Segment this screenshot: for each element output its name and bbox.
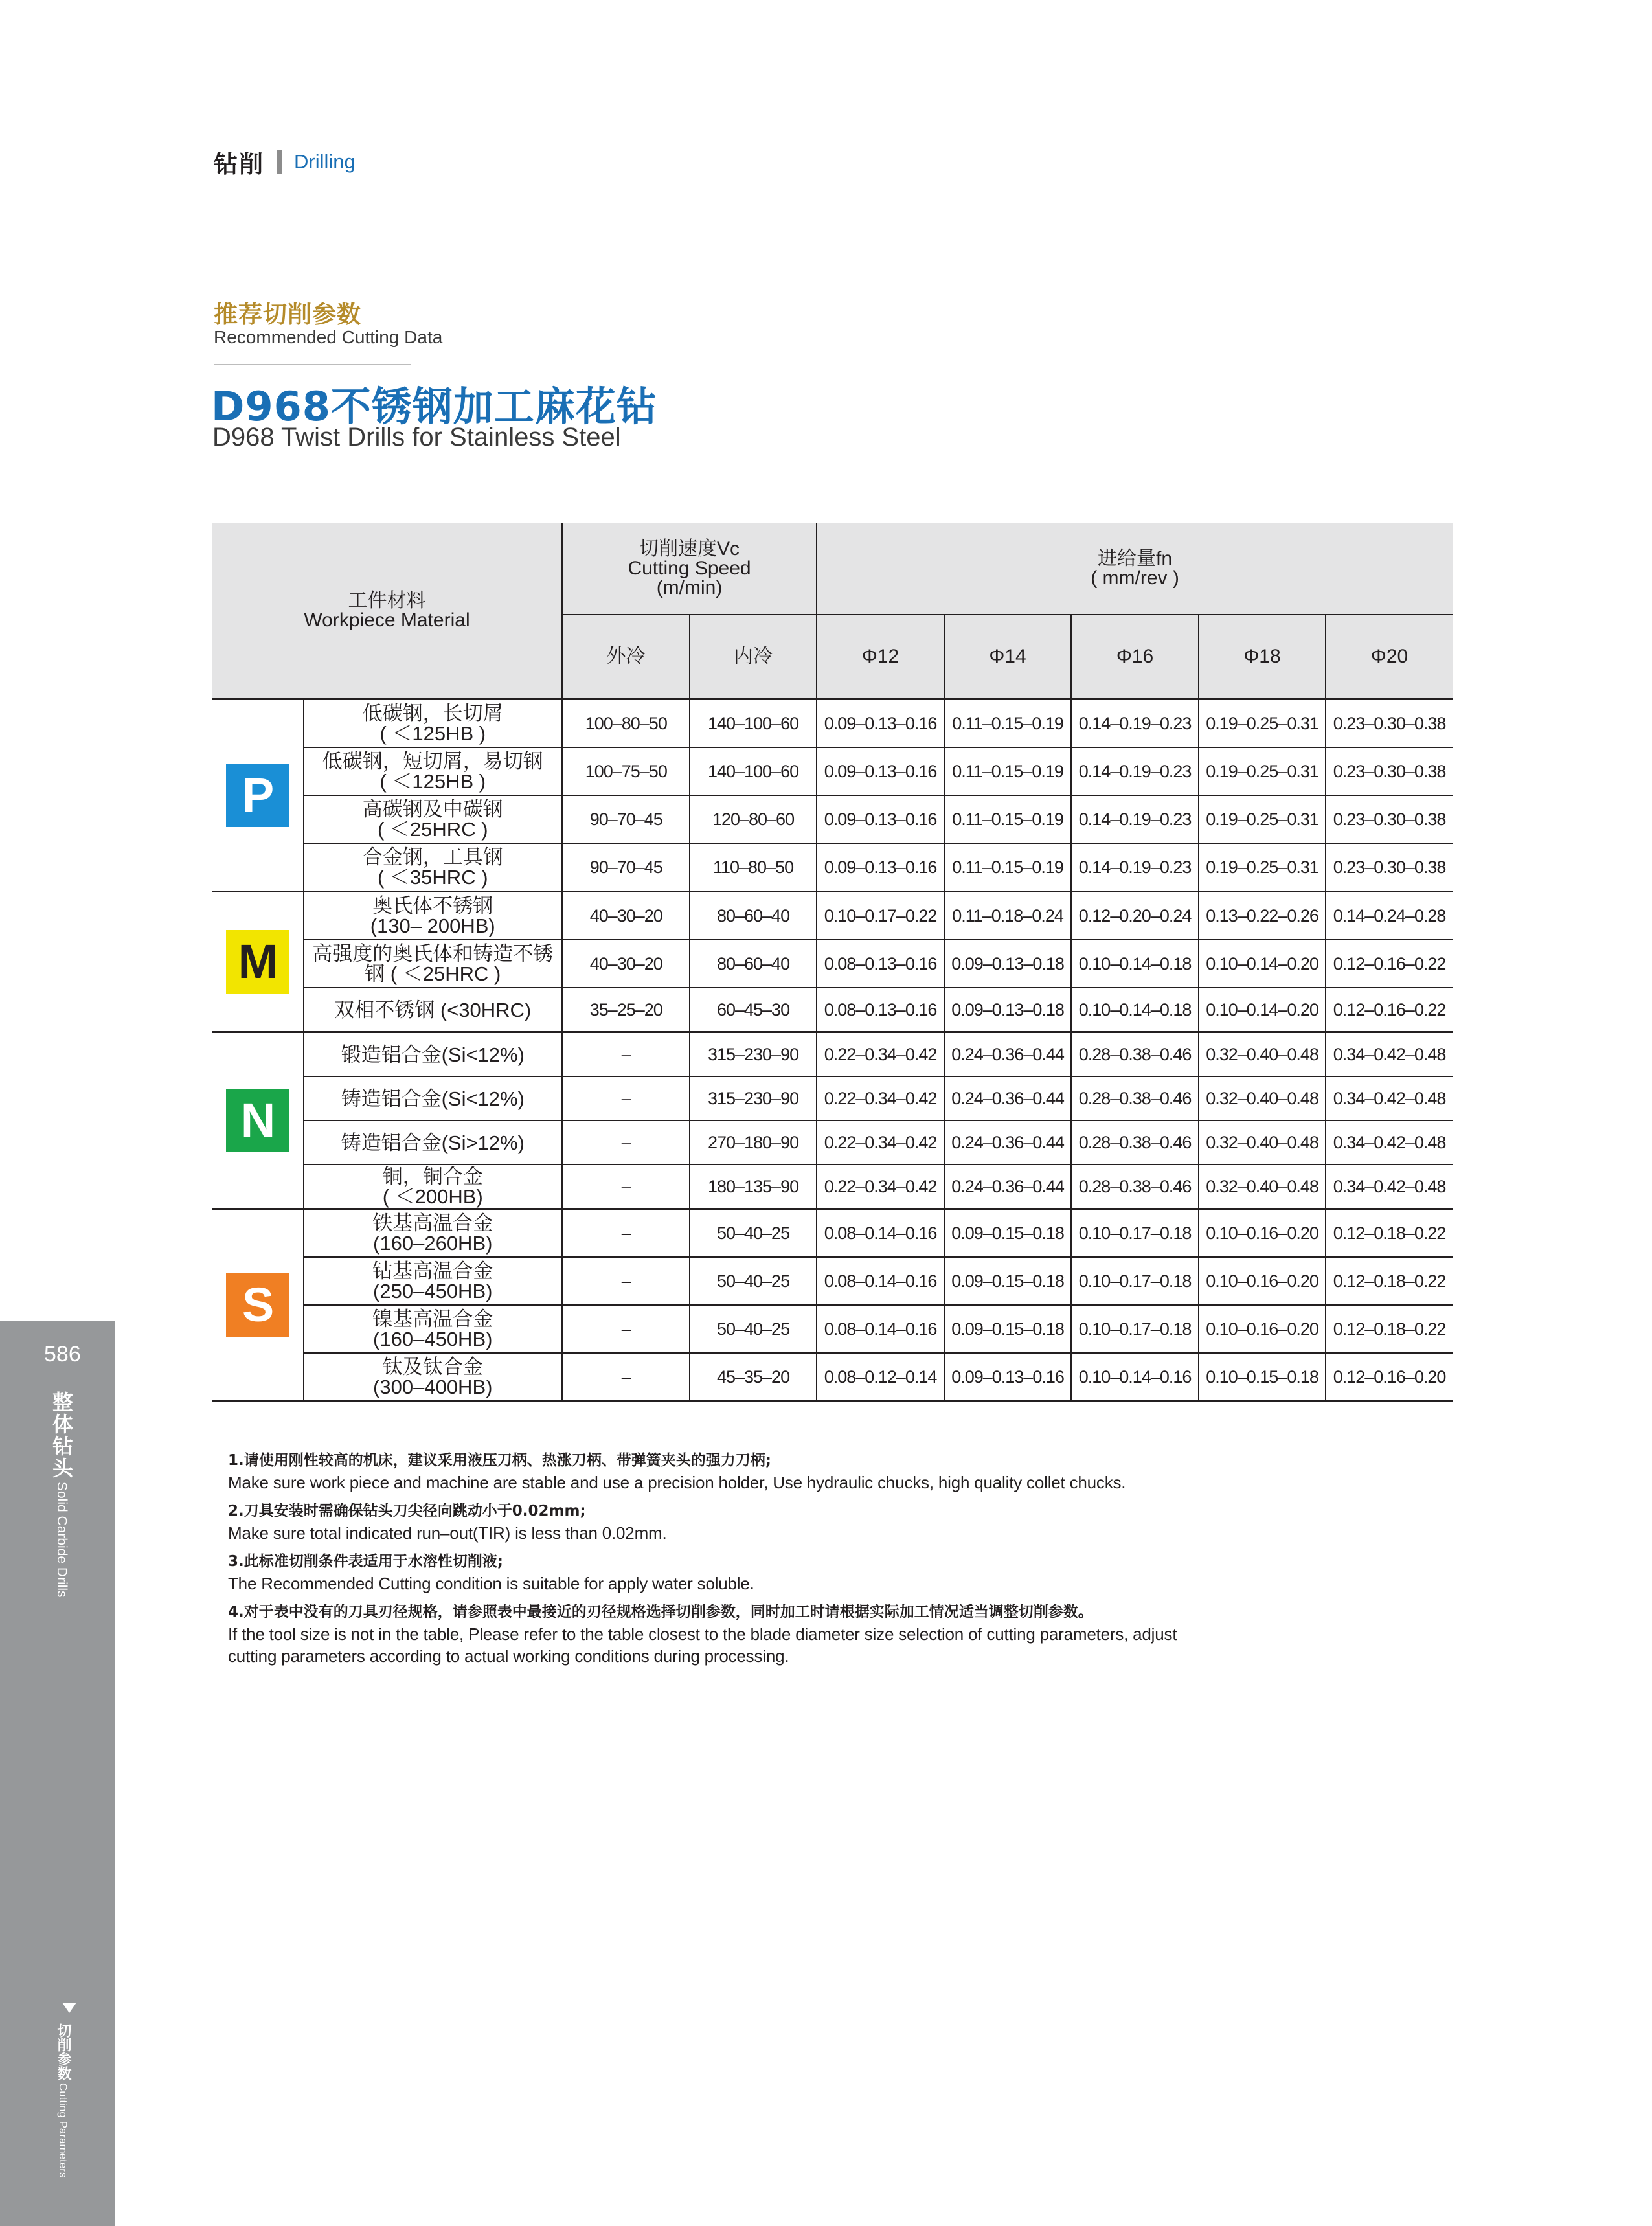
table-row: [212, 795, 1453, 843]
section-header: [214, 146, 356, 178]
cutting-data-table: [212, 523, 1453, 1402]
material-name: [304, 892, 562, 940]
feed-value: 0.08–0.13–0.16: [817, 940, 944, 988]
material-name-line2: (130– 200HB): [370, 914, 495, 937]
material-name-line1: 铜，铜合金: [382, 1165, 483, 1188]
speed-external: 100–75–50: [562, 747, 690, 795]
feed-value: 0.10–0.16–0.20: [1199, 1209, 1326, 1258]
header-material: [212, 523, 562, 699]
feed-value: 0.19–0.25–0.31: [1199, 699, 1326, 748]
speed-external: 90–70–45: [562, 795, 690, 843]
page-number: 586: [44, 1342, 81, 1367]
feed-value: 0.09–0.13–0.18: [944, 940, 1071, 988]
note-3-cn: 3.此标准切削条件表适用于水溶性切削液;: [228, 1553, 503, 1570]
feed-value: 0.11–0.15–0.19: [944, 699, 1071, 748]
feed-value: 0.08–0.13–0.16: [817, 988, 944, 1032]
note-4-en: If the tool size is not in the table, Please refer to the table closest to the blade diameter size selection of cutting parameters, adjust: [228, 1624, 1177, 1644]
speed-internal: 140–100–60: [690, 699, 817, 748]
material-name-line2: ( ＜125HB ): [379, 722, 486, 745]
header-material-cn: 工件材料: [348, 590, 426, 611]
material-name: [304, 1032, 562, 1077]
speed-internal: 315–230–90: [690, 1032, 817, 1077]
triangle-down-icon: [62, 2003, 76, 2013]
table-row: [212, 1353, 1453, 1401]
feed-value: 0.34–0.42–0.48: [1326, 1164, 1453, 1209]
feed-value: 0.12–0.16–0.20: [1326, 1353, 1453, 1401]
speed-external: 90–70–45: [562, 843, 690, 892]
header-speed: [562, 523, 817, 615]
table-row: [212, 1209, 1453, 1258]
material-name: [304, 1257, 562, 1305]
feed-value: 0.10–0.17–0.18: [1071, 1257, 1199, 1305]
table-row: [212, 988, 1453, 1032]
material-group-badge: M: [226, 930, 289, 994]
feed-value: 0.09–0.13–0.16: [817, 699, 944, 748]
speed-external: 100–80–50: [562, 699, 690, 748]
material-name-line1: 镍基高温合金: [372, 1308, 493, 1330]
speed-internal: 120–80–60: [690, 795, 817, 843]
page-title-en: D968 Twist Drills for Stainless Steel: [212, 423, 621, 451]
material-name-line2: 钢 ( ＜25HRC ): [365, 962, 501, 985]
feed-value: 0.10–0.17–0.18: [1071, 1209, 1199, 1258]
feed-value: 0.28–0.38–0.46: [1071, 1120, 1199, 1164]
speed-external: –: [562, 1209, 690, 1258]
material-name-line1: 铁基高温合金: [372, 1212, 493, 1234]
header-diameter-16: Φ16: [1071, 615, 1199, 699]
note-1-en: Make sure work piece and machine are stable and use a precision holder, Use hydraulic chucks, high quality collet chucks.: [228, 1473, 1126, 1492]
feed-value: 0.22–0.34–0.42: [817, 1032, 944, 1077]
header-diameter-20: Φ20: [1326, 615, 1453, 699]
material-name: [304, 988, 562, 1032]
feed-value: 0.28–0.38–0.46: [1071, 1164, 1199, 1209]
material-name: [304, 1353, 562, 1401]
feed-value: 0.10–0.16–0.20: [1199, 1305, 1326, 1353]
feed-value: 0.08–0.14–0.16: [817, 1209, 944, 1258]
header-speed-cn: 切削速度Vc: [639, 538, 740, 560]
material-name-line2: ( ＜25HRC ): [378, 818, 488, 841]
feed-value: 0.09–0.13–0.16: [817, 843, 944, 892]
material-name: [304, 795, 562, 843]
feed-value: 0.10–0.14–0.18: [1071, 940, 1199, 988]
feed-value: 0.24–0.36–0.44: [944, 1032, 1071, 1077]
speed-internal: 270–180–90: [690, 1120, 817, 1164]
subheader-rule: [214, 364, 411, 365]
sidebar-subcategory-cn: 切削参数: [55, 2023, 71, 2080]
feed-value: 0.12–0.18–0.22: [1326, 1209, 1453, 1258]
feed-value: 0.11–0.15–0.19: [944, 795, 1071, 843]
header-diameter-14: Φ14: [944, 615, 1071, 699]
speed-internal: 180–135–90: [690, 1164, 817, 1209]
material-name-line1: 低碳钢，短切屑，易切钢: [322, 750, 543, 773]
header-diameter-18: Φ18: [1199, 615, 1326, 699]
material-name-line1: 铸造铝合金(Si>12%): [341, 1131, 525, 1154]
speed-internal: 140–100–60: [690, 747, 817, 795]
material-name-line2: (160–260HB): [373, 1232, 493, 1255]
material-name: [304, 1209, 562, 1258]
material-name-line1: 锻造铝合金(Si<12%): [341, 1043, 525, 1066]
speed-external: –: [562, 1164, 690, 1209]
feed-value: 0.23–0.30–0.38: [1326, 747, 1453, 795]
section-title-cn: 钻削: [214, 150, 264, 178]
material-name-line2: ( ＜125HB ): [379, 770, 486, 793]
feed-value: 0.34–0.42–0.48: [1326, 1076, 1453, 1120]
feed-value: 0.10–0.14–0.18: [1071, 988, 1199, 1032]
feed-value: 0.28–0.38–0.46: [1071, 1032, 1199, 1077]
note-1: [228, 1449, 1329, 1493]
material-name-line1: 高碳钢及中碳钢: [362, 798, 503, 821]
material-name-line1: 合金钢，工具钢: [362, 846, 503, 869]
feed-value: 0.08–0.14–0.16: [817, 1305, 944, 1353]
notes: [228, 1449, 1329, 1674]
feed-value: 0.19–0.25–0.31: [1199, 843, 1326, 892]
speed-internal: 45–35–20: [690, 1353, 817, 1401]
feed-value: 0.24–0.36–0.44: [944, 1120, 1071, 1164]
material-group-badge: N: [226, 1089, 289, 1152]
header-feed-cn: 进给量fn: [1098, 548, 1173, 569]
speed-internal: 50–40–25: [690, 1305, 817, 1353]
feed-value: 0.14–0.19–0.23: [1071, 747, 1199, 795]
material-name-line1: 奥氏体不锈钢: [372, 894, 493, 917]
feed-value: 0.14–0.19–0.23: [1071, 843, 1199, 892]
feed-value: 0.11–0.18–0.24: [944, 892, 1071, 940]
table-row: [212, 940, 1453, 988]
speed-internal: 80–60–40: [690, 940, 817, 988]
feed-value: 0.13–0.22–0.26: [1199, 892, 1326, 940]
material-name: [304, 1076, 562, 1120]
table-body: [212, 699, 1453, 1402]
feed-value: 0.23–0.30–0.38: [1326, 699, 1453, 748]
feed-value: 0.09–0.15–0.18: [944, 1305, 1071, 1353]
table-row: [212, 1257, 1453, 1305]
header-speed-unit: (m/min): [656, 577, 723, 598]
table-row: [212, 1032, 1453, 1077]
subheader-en: Recommended Cutting Data: [214, 327, 443, 347]
feed-value: 0.10–0.14–0.16: [1071, 1353, 1199, 1401]
feed-value: 0.12–0.16–0.22: [1326, 988, 1453, 1032]
speed-external: –: [562, 1305, 690, 1353]
table-row: [212, 1305, 1453, 1353]
feed-value: 0.09–0.13–0.16: [817, 747, 944, 795]
section-title-en: Drilling: [294, 150, 356, 173]
feed-value: 0.09–0.15–0.18: [944, 1257, 1071, 1305]
feed-value: 0.22–0.34–0.42: [817, 1076, 944, 1120]
table-row: [212, 1164, 1453, 1209]
feed-value: 0.08–0.12–0.14: [817, 1353, 944, 1401]
speed-external: –: [562, 1076, 690, 1120]
note-4-en-2: cutting parameters according to actual working conditions during processing.: [228, 1646, 789, 1666]
material-name-line2: ( ＜35HRC ): [378, 866, 488, 889]
sidebar-subcategory: [53, 2023, 73, 2178]
material-name-line1: 双相不锈钢 (<30HRC): [334, 998, 532, 1021]
speed-external: –: [562, 1353, 690, 1401]
feed-value: 0.14–0.24–0.28: [1326, 892, 1453, 940]
material-name: [304, 843, 562, 892]
speed-internal: 50–40–25: [690, 1209, 817, 1258]
note-3: [228, 1550, 1329, 1595]
feed-value: 0.09–0.13–0.16: [944, 1353, 1071, 1401]
material-group-badge: P: [226, 764, 289, 827]
material-group-s: [212, 1209, 304, 1402]
feed-value: 0.32–0.40–0.48: [1199, 1120, 1326, 1164]
feed-value: 0.34–0.42–0.48: [1326, 1120, 1453, 1164]
material-group-p: [212, 699, 304, 892]
header-external-coolant: 外冷: [562, 615, 690, 699]
feed-value: 0.09–0.13–0.18: [944, 988, 1071, 1032]
feed-value: 0.09–0.13–0.16: [817, 795, 944, 843]
speed-external: –: [562, 1032, 690, 1077]
feed-value: 0.11–0.15–0.19: [944, 747, 1071, 795]
note-4-cn: 4.对于表中没有的刀具刃径规格，请参照表中最接近的刃径规格选择切削参数，同时加工时请根据实际加工情况适当调整切削参数。: [228, 1604, 1093, 1620]
feed-value: 0.24–0.36–0.44: [944, 1164, 1071, 1209]
speed-internal: 80–60–40: [690, 892, 817, 940]
speed-external: 35–25–20: [562, 988, 690, 1032]
sidebar-subcategory-en: Cutting Parameters: [57, 2083, 69, 2178]
material-name: [304, 747, 562, 795]
material-name-line2: ( ＜200HB): [382, 1185, 483, 1208]
sidebar-category-en: Solid Carbide Drills: [54, 1482, 69, 1598]
material-name: [304, 940, 562, 988]
feed-value: 0.28–0.38–0.46: [1071, 1076, 1199, 1120]
feed-value: 0.23–0.30–0.38: [1326, 795, 1453, 843]
table-row: [212, 747, 1453, 795]
material-name-line1: 铸造铝合金(Si<12%): [341, 1087, 525, 1110]
sidebar-category: [47, 1391, 76, 1598]
material-name-line2: (250–450HB): [373, 1280, 493, 1302]
feed-value: 0.10–0.15–0.18: [1199, 1353, 1326, 1401]
feed-value: 0.09–0.15–0.18: [944, 1209, 1071, 1258]
feed-value: 0.14–0.19–0.23: [1071, 699, 1199, 748]
header-internal-coolant: 内冷: [690, 615, 817, 699]
subheader-cn: 推荐切削参数: [214, 301, 361, 328]
header-diameter-12: Φ12: [817, 615, 944, 699]
feed-value: 0.10–0.17–0.22: [817, 892, 944, 940]
feed-value: 0.12–0.16–0.22: [1326, 940, 1453, 988]
material-name: [304, 1120, 562, 1164]
table-row: [212, 1120, 1453, 1164]
feed-value: 0.12–0.20–0.24: [1071, 892, 1199, 940]
material-name: [304, 1164, 562, 1209]
speed-internal: 60–45–30: [690, 988, 817, 1032]
feed-value: 0.22–0.34–0.42: [817, 1164, 944, 1209]
feed-value: 0.32–0.40–0.48: [1199, 1076, 1326, 1120]
feed-value: 0.10–0.16–0.20: [1199, 1257, 1326, 1305]
feed-value: 0.19–0.25–0.31: [1199, 795, 1326, 843]
feed-value: 0.10–0.17–0.18: [1071, 1305, 1199, 1353]
material-group-m: [212, 892, 304, 1032]
speed-external: –: [562, 1120, 690, 1164]
material-name: [304, 1305, 562, 1353]
feed-value: 0.23–0.30–0.38: [1326, 843, 1453, 892]
table-row: [212, 1076, 1453, 1120]
feed-value: 0.10–0.14–0.20: [1199, 940, 1326, 988]
note-2-cn: 2.刀具安装时需确保钻头刀尖径向跳动小于0.02mm;: [228, 1503, 586, 1519]
material-name-line1: 钛及钛合金: [382, 1356, 483, 1378]
table-row: [212, 892, 1453, 940]
note-2-en: Make sure total indicated run–out(TIR) is less than 0.02mm.: [228, 1523, 667, 1543]
feed-value: 0.24–0.36–0.44: [944, 1076, 1071, 1120]
note-2: [228, 1500, 1329, 1544]
header-speed-en: Cutting Speed: [628, 558, 751, 579]
material-name-line1: 高强度的奥氏体和铸造不锈: [312, 942, 554, 965]
section-divider: [277, 150, 282, 174]
speed-external: –: [562, 1257, 690, 1305]
feed-value: 0.22–0.34–0.42: [817, 1120, 944, 1164]
feed-value: 0.34–0.42–0.48: [1326, 1032, 1453, 1077]
material-name-line2: (300–400HB): [373, 1376, 493, 1398]
speed-external: 40–30–20: [562, 940, 690, 988]
page-title-cn: D968不锈钢加工麻花钻: [211, 383, 657, 430]
feed-value: 0.12–0.18–0.22: [1326, 1305, 1453, 1353]
speed-internal: 315–230–90: [690, 1076, 817, 1120]
note-1-cn: 1.请使用刚性较高的机床，建议采用液压刀柄、热涨刀柄、带弹簧夹头的强力刀柄;: [228, 1452, 771, 1469]
note-3-en: The Recommended Cutting condition is suitable for apply water soluble.: [228, 1574, 754, 1593]
material-group-n: [212, 1032, 304, 1209]
material-name-line2: (160–450HB): [373, 1328, 493, 1350]
table-row: [212, 699, 1453, 748]
feed-value: 0.11–0.15–0.19: [944, 843, 1071, 892]
feed-value: 0.32–0.40–0.48: [1199, 1032, 1326, 1077]
sidebar-category-cn: 整体钻头: [49, 1391, 74, 1479]
material-name-line1: 钴基高温合金: [372, 1260, 493, 1282]
material-group-badge: S: [226, 1273, 289, 1337]
note-4: [228, 1601, 1329, 1667]
speed-internal: 50–40–25: [690, 1257, 817, 1305]
material-name: [304, 699, 562, 748]
feed-value: 0.19–0.25–0.31: [1199, 747, 1326, 795]
feed-value: 0.14–0.19–0.23: [1071, 795, 1199, 843]
material-name-line1: 低碳钢，长切屑: [362, 702, 503, 725]
header-material-en: Workpiece Material: [304, 609, 470, 631]
header-feed: [817, 523, 1453, 615]
speed-internal: 110–80–50: [690, 843, 817, 892]
header-feed-unit: ( mm/rev ): [1091, 567, 1179, 589]
table-row: [212, 843, 1453, 892]
speed-external: 40–30–20: [562, 892, 690, 940]
feed-value: 0.12–0.18–0.22: [1326, 1257, 1453, 1305]
feed-value: 0.08–0.14–0.16: [817, 1257, 944, 1305]
feed-value: 0.10–0.14–0.20: [1199, 988, 1326, 1032]
feed-value: 0.32–0.40–0.48: [1199, 1164, 1326, 1209]
